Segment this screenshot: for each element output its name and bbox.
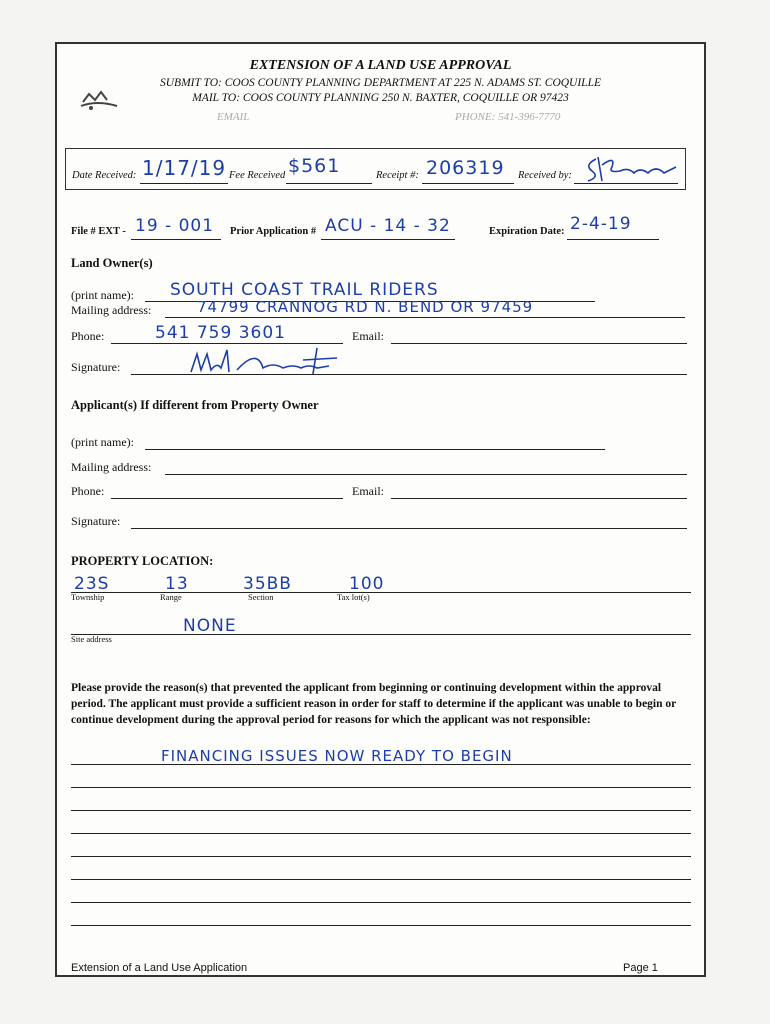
range-value[interactable]: 13 — [165, 574, 189, 594]
fee-received-value[interactable]: $561 — [288, 155, 341, 177]
file-ext-value[interactable]: 19 - 001 — [135, 216, 215, 236]
township-value[interactable]: 23S — [74, 574, 110, 594]
receipt-value[interactable]: 206319 — [426, 157, 505, 179]
owner-mailing-value[interactable]: 74799 CRANNOG RD N. BEND OR 97459 — [197, 298, 534, 316]
owner-phone-value[interactable]: 541 759 3601 — [155, 323, 286, 343]
prior-application-value[interactable]: ACU - 14 - 32 — [325, 216, 451, 236]
phone-line: PHONE: 541-396-7770 — [455, 111, 561, 123]
property-location-heading: PROPERTY LOCATION: — [71, 554, 214, 568]
owner-email-label: Email: — [352, 329, 384, 343]
reason-answer[interactable]: FINANCING ISSUES NOW READY TO BEGIN — [161, 747, 513, 765]
range-label: Range — [160, 592, 182, 602]
form-title: EXTENSION OF A LAND USE APPROVAL — [249, 58, 512, 73]
owner-name-label: (print name): — [71, 288, 134, 302]
email-label: EMAIL — [217, 111, 250, 123]
site-address-value[interactable]: NONE — [183, 616, 237, 636]
form-page — [55, 42, 706, 977]
reason-prompt: Please provide the reason(s) that prevented the applicant from beginning or continuing development within the approval period. The applicant must provide a sufficient reason in order for staff to determine if the applicant was unable to begin or continue development during the approval period for reasons for which the applicant was not responsible: — [71, 682, 677, 726]
tax-lot-value[interactable]: 100 — [349, 574, 385, 594]
land-owner-heading: Land Owner(s) — [71, 256, 153, 270]
page-number: Page 1 — [623, 962, 658, 974]
tax-lot-label: Tax lot(s) — [337, 592, 370, 602]
owner-phone-label: Phone: — [71, 329, 105, 343]
date-received-label: Date Received: — [72, 170, 137, 181]
expiration-date-label: Expiration Date: — [489, 226, 565, 237]
office-use-box — [65, 148, 686, 190]
site-address-label: Site address — [71, 634, 112, 644]
submit-to-line: SUBMIT TO: COOS COUNTY PLANNING DEPARTMENT AT 225 N. ADAMS ST. COQUILLE — [159, 77, 601, 89]
township-label: Township — [71, 592, 105, 602]
file-ext-label: File # EXT - — [71, 226, 126, 237]
received-by-label: Received by: — [518, 170, 572, 181]
owner-name-value[interactable]: SOUTH COAST TRAIL RIDERS — [170, 280, 439, 300]
applicant-heading: Applicant(s) If different from Property Owner — [71, 398, 319, 412]
prior-application-label: Prior Application # — [230, 226, 317, 237]
applicant-email-label: Email: — [352, 484, 384, 498]
received-by-signature — [578, 151, 683, 185]
owner-signature — [187, 344, 367, 378]
applicant-signature-label: Signature: — [71, 514, 121, 528]
receipt-label: Receipt #: — [376, 170, 419, 181]
applicant-mailing-label: Mailing address: — [71, 460, 152, 474]
section-value[interactable]: 35BB — [243, 574, 292, 594]
footer-title: Extension of a Land Use Application — [71, 962, 248, 974]
applicant-name-label: (print name): — [71, 435, 134, 449]
owner-mailing-label: Mailing address: — [71, 303, 152, 317]
fee-received-label: Fee Received — [229, 170, 286, 181]
date-received-value[interactable]: 1/17/19 — [142, 156, 227, 180]
applicant-phone-label: Phone: — [71, 484, 105, 498]
section-label: Section — [248, 592, 274, 602]
mail-to-line: MAIL TO: COOS COUNTY PLANNING 250 N. BAXTER, COQUILLE OR 97423 — [192, 92, 569, 104]
owner-signature-label: Signature: — [71, 360, 121, 374]
expiration-date-value[interactable]: 2-4-19 — [570, 214, 632, 234]
